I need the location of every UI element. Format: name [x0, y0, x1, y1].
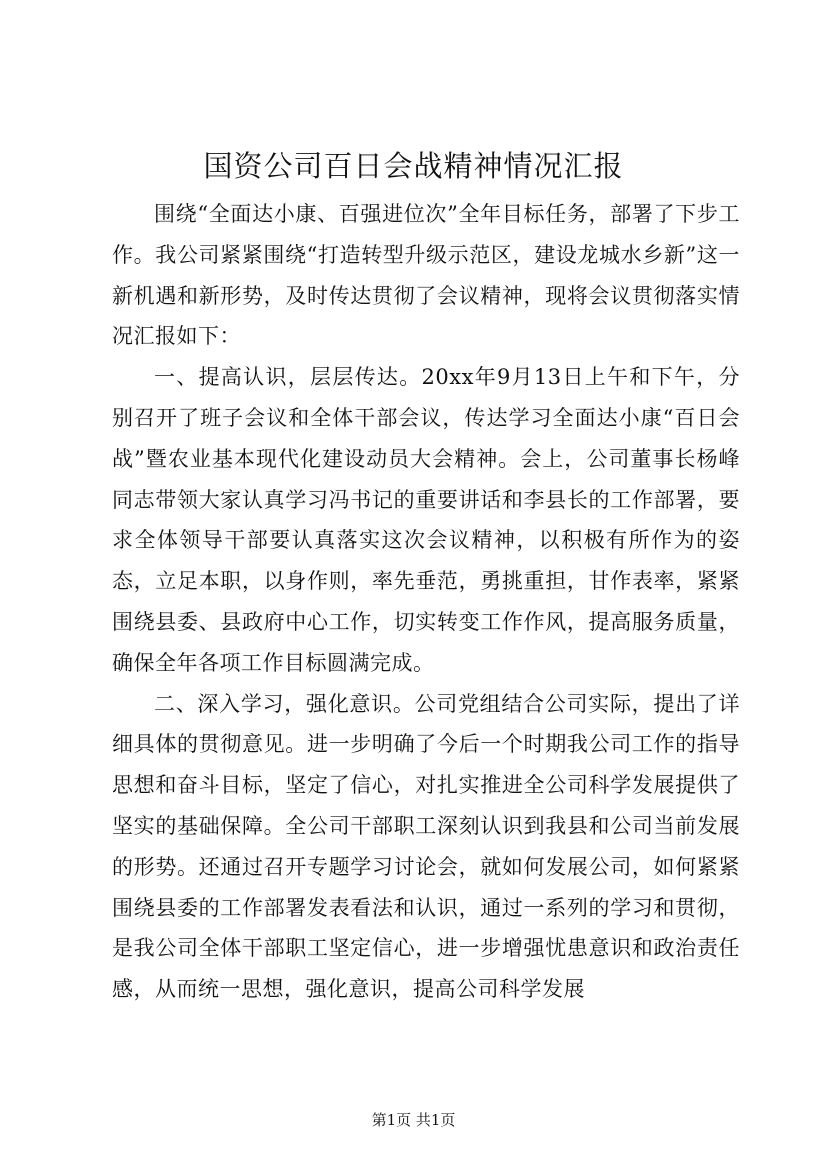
document-body — [112, 194, 740, 1010]
document-title: 国资公司百日会战精神情况汇报 — [203, 149, 624, 183]
paragraph-section-2: 二、深入学习，强化意识。公司党组结合公司实际，提出了详细具体的贯彻意见。进一步明确了今后一个时期我公司工作的指导思想和奋斗目标，坚定了信心，对扎实推进全公司科学发展提供了坚实的基础保障。全公司干部职工深刻认识到我县和公司当前发展的形势。还通过召开专题学习讨论会，就如何发展公司，如何紧紧围绕县委的工作部署发表看法和认识，通过一系列的学习和贯彻，是我公司全体干部职工坚定信心，进一步增强忧患意识和政治责任感，从而统一思想，强化意识，提高公司科学发展 — [112, 691, 740, 1002]
paragraph-section-1: 一、提高认识，层层传达。20xx年9月13日上午和下午，分别召开了班子会议和全体干部会议，传达学习全面达小康“百日会战”暨农业基本现代化建设动员大会精神。会上，公司董事长杨峰同志带领大家认真学习冯书记的重要讲话和李县长的工作部署，要求全体领导干部要认真落实这次会议精神，以积极有所作为的姿态，立足本职，以身作则，率先垂范，勇挑重担，甘作表率，紧紧围绕县委、县政府中心工作，切实转变工作作风，提高服务质量，确保全年各项工作目标圆满完成。 — [112, 365, 740, 675]
page-footer: 第1页 共1页 — [371, 1111, 456, 1129]
paragraph-intro: 围绕“全面达小康、百强进位次”全年目标任务，部署了下步工作。我公司紧紧围绕“打造转型升级示范区，建设龙城水乡新”这一新机遇和新形势，及时传达贯彻了会议精神，现将会议贯彻落实情况汇报如下： — [112, 202, 740, 349]
